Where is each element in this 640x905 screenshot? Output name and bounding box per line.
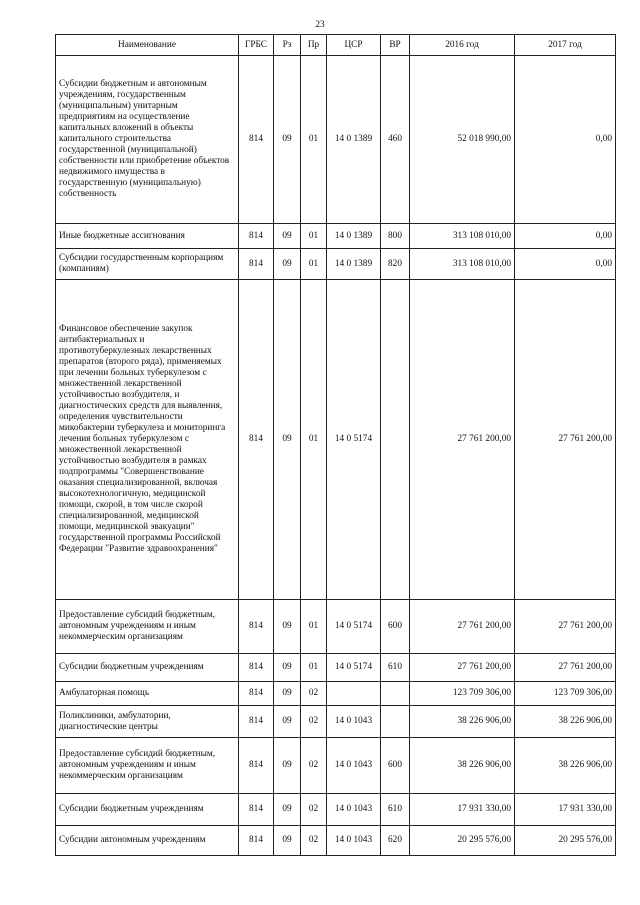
row-csr: 14 0 5174 — [327, 654, 381, 682]
row-2016: 313 108 010,00 — [410, 224, 515, 249]
row-grbs: 814 — [239, 249, 274, 280]
table-row — [56, 826, 616, 856]
row-grbs: 814 — [239, 280, 274, 600]
row-name: Предоставление субсидий бюджетным, автономным учреждениям и иным некоммерческим организациям — [56, 600, 239, 654]
table-row — [56, 738, 616, 794]
row-rz: 09 — [274, 224, 301, 249]
row-csr: 14 0 5174 — [327, 600, 381, 654]
row-csr: 14 0 5174 — [327, 280, 381, 600]
row-csr: 14 0 1043 — [327, 794, 381, 826]
row-2016: 20 295 576,00 — [410, 826, 515, 856]
table-row — [56, 600, 616, 654]
row-csr: 14 0 1389 — [327, 249, 381, 280]
row-vr: 600 — [381, 738, 410, 794]
row-pr: 01 — [301, 56, 327, 224]
row-vr — [381, 682, 410, 706]
table-row — [56, 249, 616, 280]
row-2017: 27 761 200,00 — [515, 600, 616, 654]
row-2016: 27 761 200,00 — [410, 600, 515, 654]
row-vr: 600 — [381, 600, 410, 654]
row-pr: 02 — [301, 682, 327, 706]
row-pr: 01 — [301, 654, 327, 682]
row-name: Иные бюджетные ассигнования — [56, 224, 239, 249]
row-rz: 09 — [274, 600, 301, 654]
row-grbs: 814 — [239, 706, 274, 738]
row-csr: 14 0 1389 — [327, 56, 381, 224]
table-row — [56, 56, 616, 224]
row-grbs: 814 — [239, 682, 274, 706]
row-2017: 27 761 200,00 — [515, 654, 616, 682]
row-vr: 610 — [381, 654, 410, 682]
header-pr: Пр — [301, 35, 327, 56]
table-row — [56, 654, 616, 682]
row-2017: 27 761 200,00 — [515, 280, 616, 600]
row-csr: 14 0 1389 — [327, 224, 381, 249]
header-rz: Рз — [274, 35, 301, 56]
budget-table — [55, 34, 616, 856]
row-2016: 313 108 010,00 — [410, 249, 515, 280]
row-grbs: 814 — [239, 224, 274, 249]
row-2017: 123 709 306,00 — [515, 682, 616, 706]
row-2017: 38 226 906,00 — [515, 706, 616, 738]
row-2016: 27 761 200,00 — [410, 654, 515, 682]
table-row — [56, 280, 616, 600]
header-csr: ЦСР — [327, 35, 381, 56]
row-vr: 820 — [381, 249, 410, 280]
row-rz: 09 — [274, 654, 301, 682]
table-row — [56, 794, 616, 826]
page-number: 23 — [315, 20, 325, 30]
row-2017: 17 931 330,00 — [515, 794, 616, 826]
table-row — [56, 224, 616, 249]
row-2017: 0,00 — [515, 224, 616, 249]
table-row — [56, 706, 616, 738]
row-rz: 09 — [274, 249, 301, 280]
row-2016: 27 761 200,00 — [410, 280, 515, 600]
row-pr: 01 — [301, 600, 327, 654]
row-name: Субсидии государственным корпорациям (компаниям) — [56, 249, 239, 280]
row-vr — [381, 706, 410, 738]
row-rz: 09 — [274, 706, 301, 738]
row-2016: 38 226 906,00 — [410, 738, 515, 794]
row-pr: 01 — [301, 249, 327, 280]
row-rz: 09 — [274, 794, 301, 826]
row-pr: 02 — [301, 826, 327, 856]
row-grbs: 814 — [239, 738, 274, 794]
row-name: Амбулаторная помощь — [56, 682, 239, 706]
row-name: Субсидии автономным учреждениям — [56, 826, 239, 856]
row-name: Поликлиники, амбулатории, диагностические центры — [56, 706, 239, 738]
row-grbs: 814 — [239, 826, 274, 856]
header-grbs: ГРБС — [239, 35, 274, 56]
table-row — [56, 682, 616, 706]
header-name: Наименование — [56, 35, 239, 56]
row-pr: 02 — [301, 706, 327, 738]
header-vr: ВР — [381, 35, 410, 56]
row-rz: 09 — [274, 280, 301, 600]
row-rz: 09 — [274, 826, 301, 856]
row-csr: 14 0 1043 — [327, 826, 381, 856]
row-name: Субсидии бюджетным учреждениям — [56, 654, 239, 682]
row-name: Финансовое обеспечение закупок антибактериальных и противотуберкулезных лекарственных препаратов (второго ряда), применяемых при лечении больных туберкулезом с множественной лекарственной устойчивостью возбудителя, и диагностических средств для выявления, определения чувствительности микобактерии туберкулеза и мониторинга лечения больных туберкулезом с множественной лекарственной устойчивостью возбудителя в рамках подпрограммы "Совершенствование оказания специализированной, включая высокотехнологичную, медицинской помощи, скорой, в том числе скорой специализированной, медицинской помощи, медицинской эвакуации" государственной программы Российской Федерации "Развитие здравоохранения" — [56, 280, 239, 600]
row-2016: 52 018 990,00 — [410, 56, 515, 224]
row-grbs: 814 — [239, 794, 274, 826]
header-row — [56, 35, 616, 56]
row-vr: 800 — [381, 224, 410, 249]
row-2016: 123 709 306,00 — [410, 682, 515, 706]
row-vr: 620 — [381, 826, 410, 856]
row-2017: 0,00 — [515, 56, 616, 224]
row-vr: 460 — [381, 56, 410, 224]
row-name: Предоставление субсидий бюджетным, автономным учреждениям и иным некоммерческим организациям — [56, 738, 239, 794]
row-name: Субсидии бюджетным учреждениям — [56, 794, 239, 826]
row-pr: 02 — [301, 738, 327, 794]
row-rz: 09 — [274, 682, 301, 706]
row-2017: 20 295 576,00 — [515, 826, 616, 856]
row-2017: 38 226 906,00 — [515, 738, 616, 794]
row-name: Субсидии бюджетным и автономным учреждениям, государственным (муниципальным) унитарным предприятиям на осуществление капитальных вложений в объекты капитального строительства государственной (муниципальной) собственности или приобретение объектов недвижимого имущества в государственную (муниципальную) собственность — [56, 56, 239, 224]
row-vr — [381, 280, 410, 600]
row-2017: 0,00 — [515, 249, 616, 280]
row-vr: 610 — [381, 794, 410, 826]
row-2016: 38 226 906,00 — [410, 706, 515, 738]
row-2016: 17 931 330,00 — [410, 794, 515, 826]
row-pr: 01 — [301, 224, 327, 249]
header-2016: 2016 год — [410, 35, 515, 56]
row-csr — [327, 682, 381, 706]
header-2017: 2017 год — [515, 35, 616, 56]
row-grbs: 814 — [239, 600, 274, 654]
row-rz: 09 — [274, 738, 301, 794]
row-grbs: 814 — [239, 56, 274, 224]
row-rz: 09 — [274, 56, 301, 224]
row-csr: 14 0 1043 — [327, 738, 381, 794]
row-pr: 02 — [301, 794, 327, 826]
row-pr: 01 — [301, 280, 327, 600]
row-csr: 14 0 1043 — [327, 706, 381, 738]
row-grbs: 814 — [239, 654, 274, 682]
